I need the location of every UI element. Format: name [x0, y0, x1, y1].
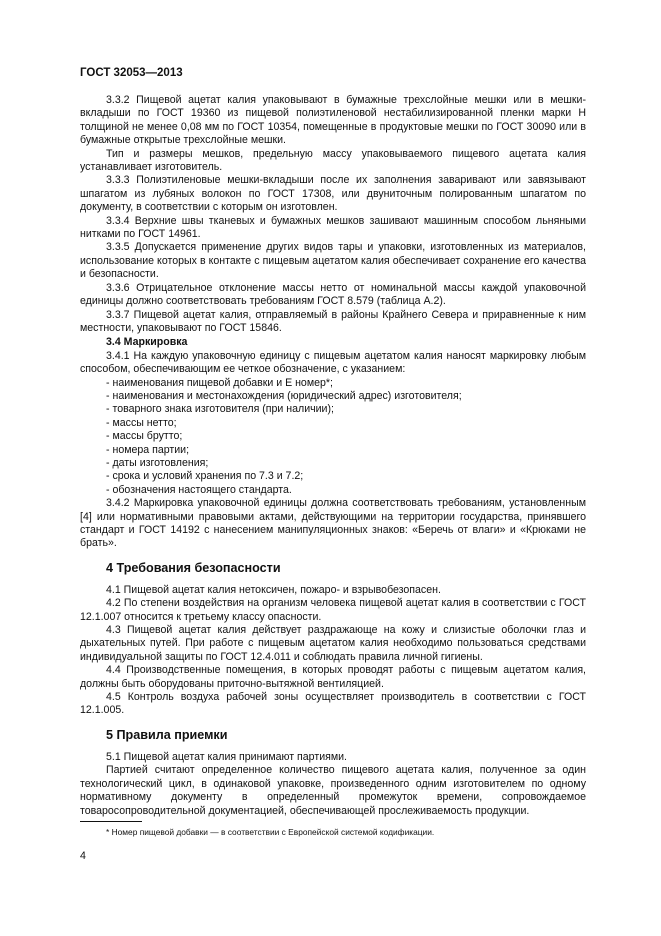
subsection-heading-marking: 3.4 Маркировка	[106, 336, 188, 349]
paragraph-5-1: 5.1 Пищевой ацетат калия принимают партиями.	[106, 750, 347, 763]
paragraph-4-5: 4.5 Контроль воздуха рабочей зоны осуществляет производитель в соответствии с ГОСТ 12.1.005.	[80, 691, 586, 717]
paragraph-3-3-7: 3.3.7 Пищевой ацетат калия, отправляемый в районы Крайнего Севера и приравненные к ним местности, упаковывают по ГОСТ 15846.	[80, 308, 586, 334]
marking-list-item: - обозначения настоящего стандарта.	[106, 483, 292, 496]
page-number: 4	[80, 850, 86, 862]
paragraph-3-3-4: 3.3.4 Верхние швы тканевых и бумажных мешков зашивают машинным способом льняными нитками по ГОСТ 14961.	[80, 214, 586, 241]
marking-list-item: - наименования пищевой добавки и Е номер*;	[106, 376, 333, 389]
marking-list-item: - номера партии;	[106, 443, 190, 456]
paragraph-3-3-2: 3.3.2 Пищевой ацетат калия упаковывают в бумажные трехслойные мешки или в мешки-вкладыши по ГОСТ 19360 из пищевой полиэтиленовой нестабилизированной пленки марки Н толщиной не менее 0,08 мм по ГОСТ 10354, помещенные в продуктовые мешки по ГОСТ 30090 или в бумажные открытые трехслойные мешки.	[80, 94, 586, 147]
paragraph-4-2: 4.2 По степени воздействия на организм человека пищевой ацетат калия в соответствии с ГОСТ 12.1.007 относится к третьему классу опасности.	[80, 597, 586, 623]
footnote-divider	[80, 821, 142, 822]
marking-list-item: - наименования и местонахождения (юридический адрес) изготовителя;	[106, 389, 462, 402]
paragraph-batch-definition: Партией считают определенное количество пищевого ацетата калия, полученное за один технологический цикл, в одинаковой упаковке, произведенного одним изготовителем по одному нормативному документу в определенный промежуток времени, сопровождаемое товаросопроводительной документацией, обеспечивающей прослеживаемость продукции.	[80, 764, 586, 817]
paragraph-4-1: 4.1 Пищевой ацетат калия нетоксичен, пожаро- и взрывобезопасен.	[106, 583, 441, 596]
paragraph-3-3-3: 3.3.3 Полиэтиленовые мешки-вкладыши после их заполнения заваривают или завязывают шпагатом из лубяных волокон по ГОСТ 17308, или двуниточным полированным шпагатом по документу, в соответствии с которым он изготовлен.	[80, 174, 586, 214]
paragraph-3-4-2: 3.4.2 Маркировка упаковочной единицы должна соответствовать требованиям, установленным [4] или нормативными правовыми актами, действующими на территории государства, принявшего стандарт и ГОСТ 14192 с нанесением манипуляционных знаков: «Беречь от влаги» и «Крюками не брать».	[80, 497, 586, 550]
document-header: ГОСТ 32053—2013	[80, 67, 183, 79]
paragraph-3-3-5: 3.3.5 Допускается применение других видов тары и упаковки, изготовленных из материалов, использование которых в контакте с пищевым ацетатом калия обеспечивает сохранение его качества и безопасности.	[80, 241, 586, 281]
marking-list-item: - даты изготовления;	[106, 456, 209, 469]
marking-list-item: - срока и условий хранения по 7.3 и 7.2;	[106, 470, 304, 483]
paragraph-3-3-6: 3.3.6 Отрицательное отклонение массы нетто от номинальной массы каждой упаковочной единицы должно соответствовать требованиям ГОСТ 8.579 (таблица А.2).	[80, 281, 586, 308]
section-heading-acceptance: 5 Правила приемки	[106, 727, 228, 742]
marking-list-item: - массы брутто;	[106, 430, 183, 443]
paragraph-bag-types: Тип и размеры мешков, предельную массу упаковываемого пищевого ацетата калия устанавливает изготовитель.	[80, 147, 586, 174]
footnote: * Номер пищевой добавки — в соответствии с Европейской системой кодификации.	[106, 827, 435, 837]
marking-list-item: - товарного знака изготовителя (при наличии);	[106, 403, 334, 416]
paragraph-3-4-1: 3.4.1 На каждую упаковочную единицу с пищевым ацетатом калия наносят маркировку любым способом, обеспечивающим ее четкое обозначение, с указанием:	[80, 349, 586, 376]
paragraph-4-3: 4.3 Пищевой ацетат калия действует раздражающе на кожу и слизистые оболочки глаз и дыхательных путей. При работе с пищевым ацетатом калия необходимо пользоваться средствами индивидуальной защиты по ГОСТ 12.4.011 и соблюдать правила личной гигиены.	[80, 624, 586, 663]
marking-list-item: - массы нетто;	[106, 416, 177, 429]
document-body	[80, 94, 586, 818]
section-heading-safety: 4 Требования безопасности	[106, 560, 281, 575]
paragraph-4-4: 4.4 Производственные помещения, в которых проводят работы с пищевым ацетатом калия, должны быть оборудованы приточно-вытяжной вентиляцией.	[80, 664, 586, 690]
